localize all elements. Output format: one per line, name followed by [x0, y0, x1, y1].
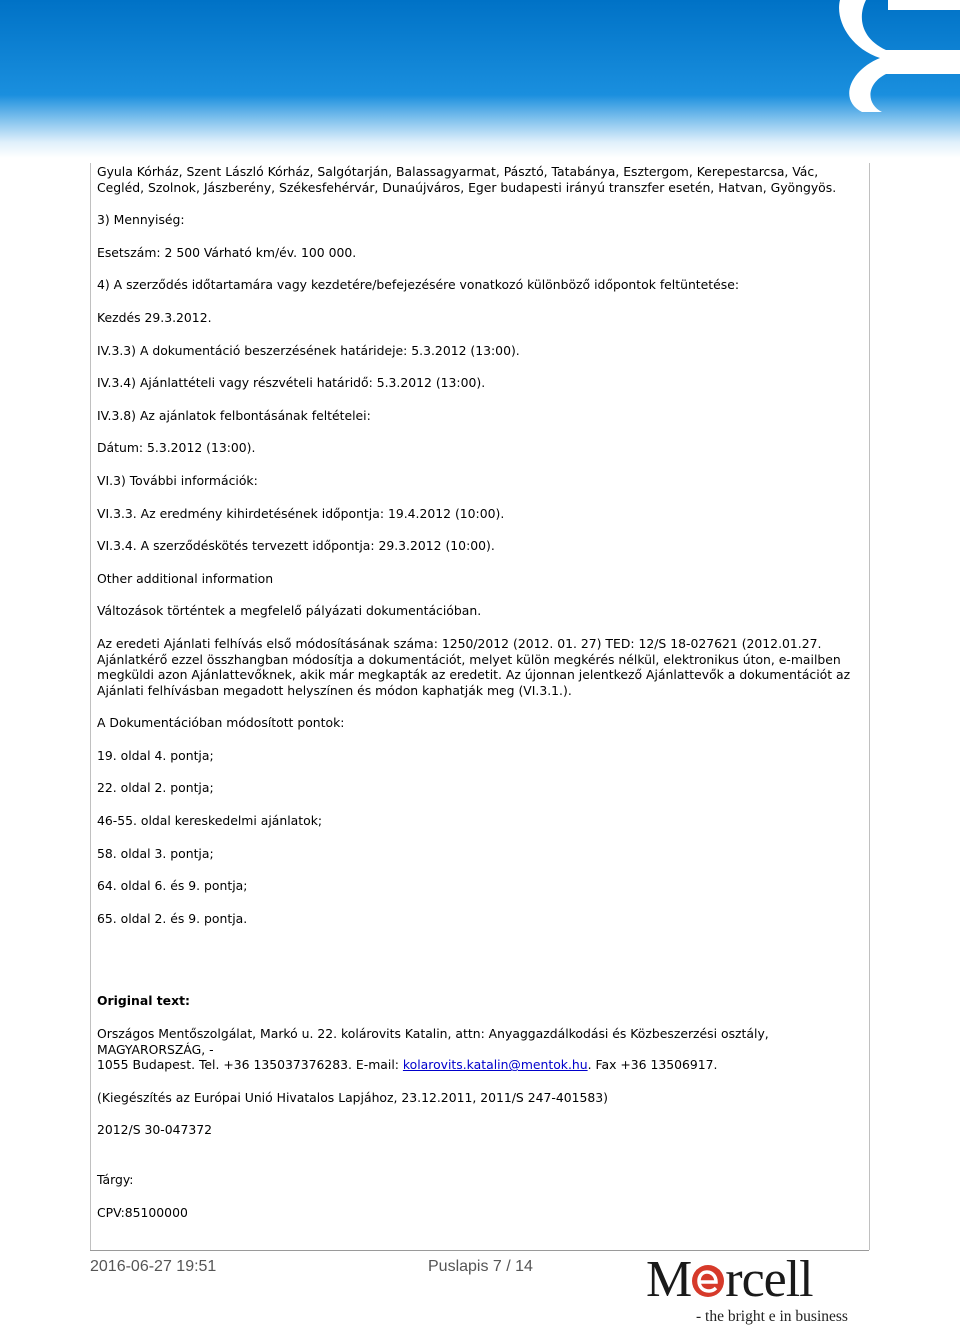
further-info-heading: VI.3) További információk: — [97, 472, 258, 488]
footer-datetime: 2016-06-27 19:51 — [90, 1258, 217, 1275]
hospital-list: Gyula Kórház, Szent László Kórház, Salgótarján, Balassagyarmat, Pásztó, Tatabánya, Esztergom, Kerepestarcsa, Vác, Cegléd, Szolnok, Jászberény, Székesfehérvár, Dunaújváros, Eger budapesti irányú transzfer esetén, Hatvan, Gyöngyös. — [97, 164, 837, 195]
notice-reference: 2012/S 30-047372 — [97, 1122, 213, 1138]
email-link[interactable]: kolarovits.katalin@mentok.hu — [402, 1057, 588, 1073]
contact-address — [97, 1026, 859, 1073]
cpv-code: CPV:85100000 — [97, 1204, 188, 1220]
other-info-heading: Other additional information — [97, 570, 274, 586]
brand-e-logo-icon — [810, 0, 960, 118]
modified-point: 65. oldal 2. és 9. pontja. — [97, 910, 248, 926]
quantity-heading: 3) Mennyiség: — [97, 212, 185, 228]
address-line1: Országos Mentőszolgálat, Markó u. 22. kolárovits Katalin, attn: Anyaggazdálkodási és Közbeszerzési osztály, MAGYARORSZÁG, - — [97, 1026, 769, 1057]
start-date: Kezdés 29.3.2012. — [97, 309, 212, 325]
opening-conditions: IV.3.8) Az ajánlatok felbontásának feltételei: — [97, 407, 371, 423]
dates-heading: 4) A szerződés időtartamára vagy kezdetére/befejezésére vonatkozó különböző időpontok feltüntetése: — [97, 277, 740, 293]
opening-date: Dátum: 5.3.2012 (13:00). — [97, 440, 256, 456]
contract-date: VI.3.4. A szerződéskötés tervezett időpontja: 29.3.2012 (10:00). — [97, 538, 495, 554]
result-date: VI.3.3. Az eredmény kihirdetésének időpontja: 19.4.2012 (10:00). — [97, 505, 505, 521]
address-line2-pre: 1055 Budapest. Tel. +36 135037376283. E-mail: — [97, 1057, 403, 1073]
subject-label: Tárgy: — [97, 1172, 134, 1187]
doc-deadline: IV.3.3) A dokumentáció beszerzésének határideje: 5.3.2012 (13:00). — [97, 342, 520, 358]
footer-page-number: Puslapis 7 / 14 — [428, 1258, 533, 1275]
supplement-reference: (Kiegészítés az Európai Unió Hivatalos Lapjához, 23.12.2011, 2011/S 247-401583) — [97, 1089, 608, 1105]
brand-wordmark-start: M — [646, 1251, 692, 1308]
changes-note: Változások történtek a megfelelő pályázati dokumentációban. — [97, 603, 482, 619]
document-body — [97, 164, 859, 1220]
original-text-heading: Original text: — [97, 993, 190, 1009]
modified-points-heading: A Dokumentációban módosított pontok: — [97, 715, 345, 731]
brand-wordmark — [646, 1252, 813, 1308]
modified-point: 22. oldal 2. pontja; — [97, 780, 214, 796]
brand-tagline: - the bright e in business — [696, 1308, 848, 1325]
address-line2-post: . Fax +36 13506917. — [587, 1057, 718, 1073]
brand-e-icon — [691, 1264, 725, 1298]
modified-point: 46-55. oldal kereskedelmi ajánlatok; — [97, 813, 323, 829]
modified-point: 58. oldal 3. pontja; — [97, 845, 214, 861]
brand-wordmark-end: rcell — [725, 1251, 813, 1308]
marcell-logo — [640, 1252, 868, 1328]
modified-point: 19. oldal 4. pontja; — [97, 747, 214, 763]
modified-point: 64. oldal 6. és 9. pontja; — [97, 878, 248, 894]
tender-deadline: IV.3.4) Ajánlattételi vagy részvételi határidő: 5.3.2012 (13:00). — [97, 375, 486, 391]
quantity-value: Esetszám: 2 500 Várható km/év. 100 000. — [97, 244, 357, 260]
modification-details: Az eredeti Ajánlati felhívás első módosításának száma: 1250/2012 (2012. 01. 27) TED: 12/S 18-027621 (2012.01.27. Ajánlatkérő ezzel összhangban módosítja a dokumentációt, melyet külön megkérés nélkül, elektronikus úton, e-mailben megküldi azon Ajánlattevőknek, akik már megkapták az eredetit. Az újonnan jelentkező Ajánlattevők a dokumentációt az Ajánlati felhívásban megadott helyszínen és módon kaphatják meg (VI.3.1.). — [97, 635, 851, 698]
header-banner — [0, 0, 960, 158]
